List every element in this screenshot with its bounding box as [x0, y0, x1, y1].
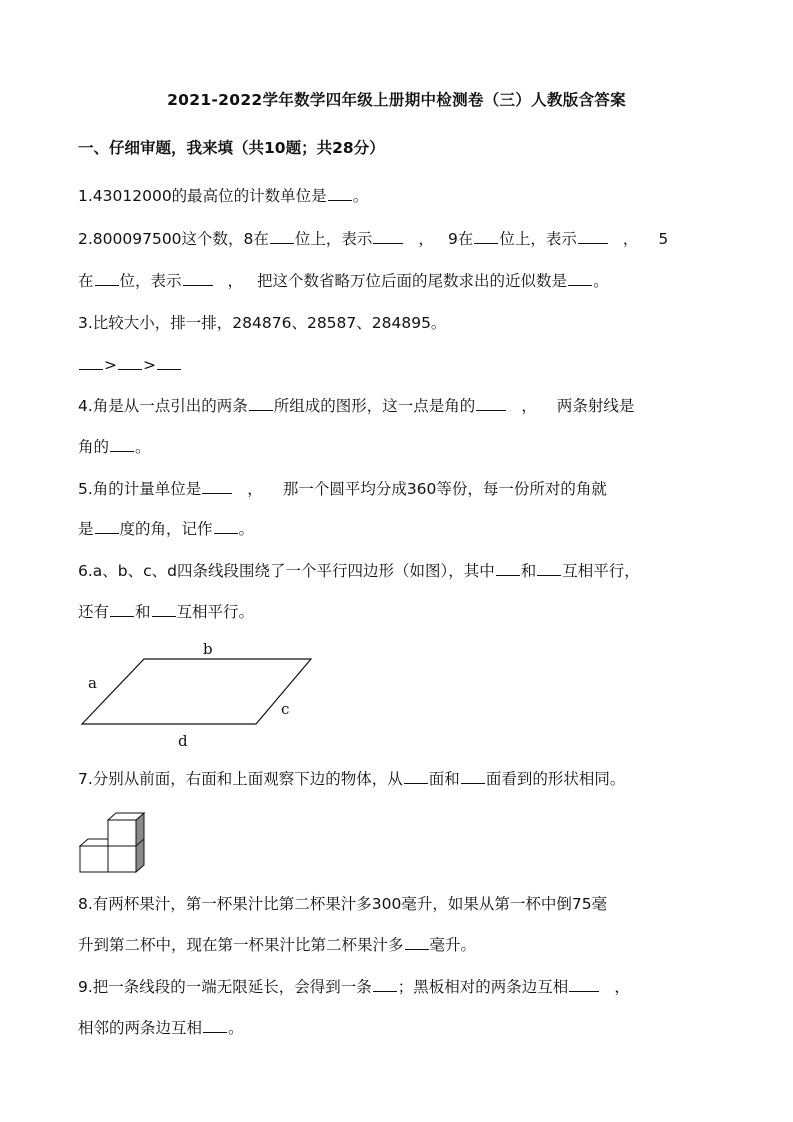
answer-blank[interactable] [569, 977, 599, 992]
question-2-line-2: 在 位，表示 ， 把这个数省略万位后面的尾数求出的近似数是 。 [78, 272, 609, 290]
question-5-line-1: 5.角的计量单位是 ， 那一个圆平均分成360等份，每一份所对的角就 [78, 480, 607, 498]
answer-blank[interactable] [476, 396, 506, 411]
question-4-line-2: 角的 。 [78, 438, 151, 456]
answer-blank[interactable] [110, 602, 134, 617]
answer-blank[interactable] [496, 561, 520, 576]
answer-blank[interactable] [568, 271, 592, 286]
question-3: 3.比较大小，排一排，284876、28587、284895。 [78, 314, 447, 332]
label-c: c [281, 700, 290, 718]
answer-blank[interactable] [152, 602, 176, 617]
parallelogram-figure [78, 638, 328, 753]
question-1: 1.43012000的最高位的计数单位是 。 [78, 187, 369, 205]
answer-blank[interactable] [202, 479, 232, 494]
question-2-line-1: 2.800097500这个数，8在 位上，表示 ， 9在 位上，表示 ， 5 [78, 230, 669, 248]
answer-blank[interactable] [461, 769, 485, 784]
question-7: 7.分别从前面，右面和上面观察下边的物体，从 面和 面看到的形状相同。 [78, 770, 626, 788]
label-a: a [88, 674, 97, 692]
answer-blank[interactable] [183, 271, 213, 286]
answer-blank[interactable] [373, 229, 403, 244]
section-heading: 一、仔细审题，我来填（共10题；共28分） [78, 139, 385, 157]
answer-blank[interactable] [79, 355, 103, 370]
answer-blank[interactable] [405, 935, 429, 950]
answer-blank[interactable] [328, 186, 352, 201]
question-9-line-1: 9.把一条线段的一端无限延长，会得到一条 ；黑板相对的两条边互相 ， [78, 978, 630, 996]
question-3-answer: > > [78, 355, 718, 375]
label-b: b [203, 640, 213, 658]
answer-blank[interactable] [157, 355, 181, 370]
answer-blank[interactable] [373, 977, 397, 992]
answer-blank[interactable] [404, 769, 428, 784]
cube-stack-figure [78, 806, 158, 876]
question-4-line-1: 4.角是从一点引出的两条 所组成的图形，这一点是角的 ， 两条射线是 [78, 397, 635, 415]
answer-blank[interactable] [95, 519, 119, 534]
page-title: 2021-2022学年数学四年级上册期中检测卷（三）人教版含答案 [167, 91, 626, 109]
question-9-line-2: 相邻的两条边互相 。 [78, 1019, 244, 1037]
question-6-line-2: 还有 和 互相平行。 [78, 603, 255, 621]
question-6-line-1: 6.a、b、c、d四条线段围绕了一个平行四边形（如图），其中 和 互相平行， [78, 562, 640, 580]
answer-blank[interactable] [249, 396, 273, 411]
answer-blank[interactable] [95, 271, 119, 286]
label-d: d [178, 732, 188, 750]
answer-blank[interactable] [203, 1018, 227, 1033]
question-8-line-2: 升到第二杯中，现在第一杯果汁比第二杯果汁多 毫升。 [78, 936, 477, 954]
answer-blank[interactable] [537, 561, 561, 576]
answer-blank[interactable] [270, 229, 294, 244]
answer-blank[interactable] [214, 519, 238, 534]
question-5-line-2: 是 度的角，记作 。 [78, 520, 255, 538]
answer-blank[interactable] [118, 355, 142, 370]
question-8-line-1: 8.有两杯果汁，第一杯果汁比第二杯果汁多300毫升，如果从第一杯中倒75毫 [78, 895, 608, 913]
answer-blank[interactable] [578, 229, 608, 244]
answer-blank[interactable] [110, 437, 134, 452]
answer-blank[interactable] [474, 229, 498, 244]
